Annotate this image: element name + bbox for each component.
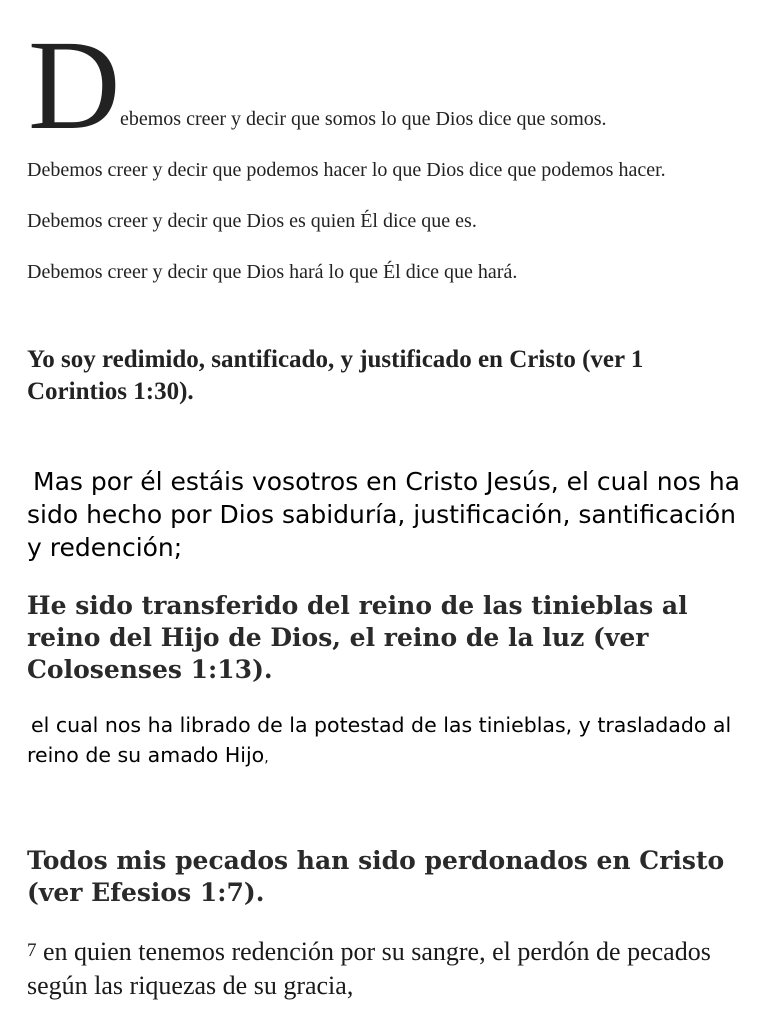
section-verse-2-text: el cual nos ha librado de la potestad de las tinieblas, y trasladado al reino de su amado Hijo	[27, 713, 732, 767]
intro-line-3: Debemos creer y decir que Dios es quien Él dice que es.	[27, 210, 477, 232]
section-heading-1: Yo soy redimido, santificado, y justificado en Cristo (ver 1 Corintios 1:30).	[27, 346, 644, 405]
verse-number: 7	[27, 940, 37, 961]
intro-first-line-text: ebemos creer y decir que somos lo que Dios dice que somos.	[120, 108, 607, 130]
section-heading-2: He sido transferido del reino de las tinieblas al reino del Hijo de Dios, el reino de la luz (ver Colosenses 1:13).	[27, 591, 688, 684]
intro-line-2: Debemos creer y decir que podemos hacer lo que Dios dice que podemos hacer.	[27, 159, 666, 181]
section-heading-3: Todos mis pecados han sido perdonados en Cristo (ver Efesios 1:7).	[27, 846, 725, 907]
section-verse-3	[27, 934, 757, 1003]
drop-cap-letter: D	[28, 14, 121, 156]
section-verse-2-comma: ,	[264, 750, 269, 766]
section-verse-1-text: Mas por él estáis vosotros en Cristo Jesús, el cual nos ha sido hecho por Dios sabiduría, justificación, santificación y redención;	[27, 467, 740, 562]
intro-line-4: Debemos creer y decir que Dios hará lo que Él dice que hará.	[27, 261, 518, 283]
section-verse-1	[27, 465, 757, 564]
section-verse-3-text: en quien tenemos redención por su sangre, el perdón de pecados según las riquezas de su gracia,	[27, 937, 711, 1000]
section-verse-2	[27, 710, 757, 773]
intro-first-line	[28, 14, 748, 156]
